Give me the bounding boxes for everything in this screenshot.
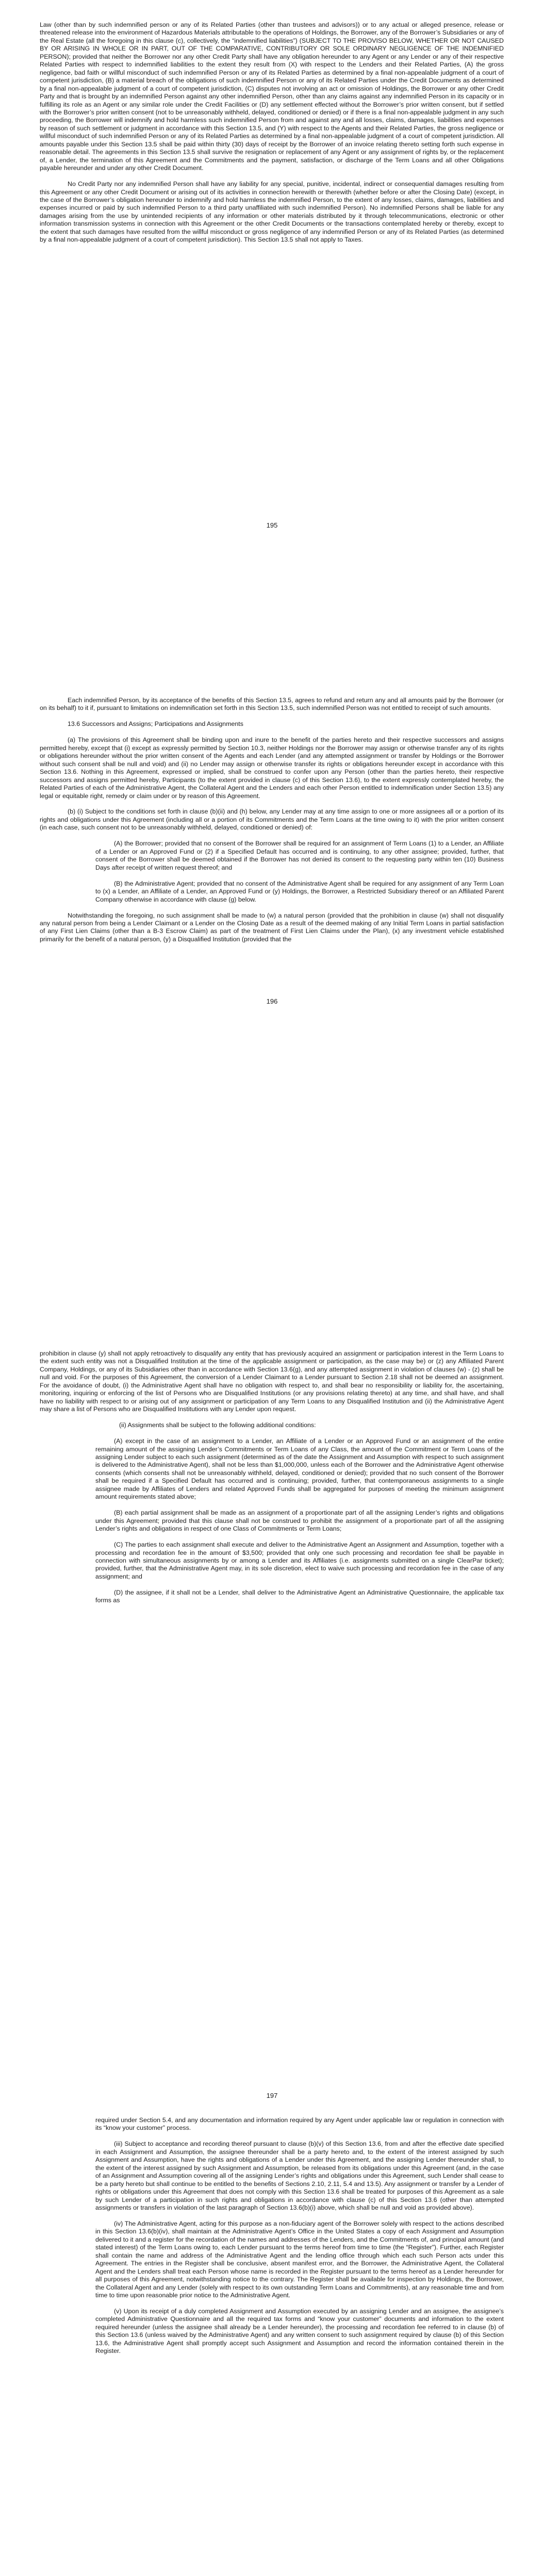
page-198-text — [40, 2116, 504, 2363]
paragraph: (D) the assignee, if it shall not be a Lender, shall deliver to the Administrative Agent an Administrative Questionnaire, the applicable tax forms as — [95, 1588, 504, 1604]
page-197-text — [40, 1350, 504, 1613]
paragraph: (v) Upon its receipt of a duly completed Assignment and Assumption executed by an assigning Lender and an assignee, the assignee’s completed Administrative Questionnaire and all the required tax forms and “know your customer” documents and information to the extent required hereunder (unless the assignee shall already be a Lender hereunder), the processing and recordation fee referred to in clause (b) of this Section 13.6 (unless waived by the Administrative Agent) and any written consent to such assignment required by clause (b) of this Section 13.6, the Administrative Agent shall promptly accept such Assignment and Assumption and record the information contained therein in the Register. — [95, 2308, 504, 2355]
paragraph: Notwithstanding the foregoing, no such assignment shall be made to (w) a natural person (provided that the prohibition in clause (w) shall not disqualify any natural person from being a Lender Claimant or a Lender on the Closing Date as a result of the deemed making of any Initial Term Loans in partial satisfaction of any First Lien Claims (other than a B-3 Escrow Claim) as part of the treatment of First Lien Claims under the Plan), (x) any investment vehicle established primarily for the benefit of a natural person, (y) a Disqualified Institution (provided that the — [40, 911, 504, 943]
paragraph: (b) (i) Subject to the conditions set forth in clause (b)(ii) and (h) below, any Lender may at any time assign to one or more assignees all or a portion of its rights and obligations under this Agreement (including all or a portion of its Commitments and the Term Loans at the time owing to it) with the prior written consent (in each case, such consent not to be unreasonably withheld, delayed, conditioned or denied) of: — [40, 808, 504, 832]
paragraph: Law (other than by such indemnified person or any of its Related Parties (other than trustees and advisors)) or to any actual or alleged presence, release or threatened release into the environment of Hazardous Materials attributable to the operations of Holdings, the Borrower, any of the Borrower’s Subsidiaries or any of the Real Estate (all the foregoing in this clause (c), collectively, the “indemnified liabilities”) (SUBJECT TO THE PROVISO BELOW, WHETHER OR NOT CAUSED BY OR ARISING IN WHOLE OR IN PART, OUT OF THE COMPARATIVE, CONTRIBUTORY OR SOLE ORDINARY NEGLIGENCE OF THE INDEMNIFIED PERSON); provided that neither the Borrower nor any other Credit Party shall have any obligation hereunder to any Agent or any Lender or any of their respective Related Parties with respect to indemnified liabilities to the extent they result from (X) with respect to the Lenders and their Related Parties, (A) the gross negligence, bad faith or willful misconduct of such indemnified Person or any of its Related Parties as determined by a final non-appealable judgment of a court of competent jurisdiction, (B) a material breach of the obligations of such indemnified Person or any of its Related Parties under the Credit Documents as determined by a final non-appealable judgment of a court of competent jurisdiction, (C) disputes not involving an act or omission of Holdings, the Borrower or any other Credit Party and that is brought by an indemnified Person against any other indemnified Person, other than any claims against any indemnified Person in its capacity or in fulfilling its role as an Agent or any similar role under the Credit Facilities or (D) any settlement effected without the Borrower’s prior written consent, but if settled with the Borrower’s prior written consent (not to be unreasonably withheld, delayed, conditioned or denied) or if there is a final non-appealable judgment in any such proceeding, the Borrower will indemnify and hold harmless such indemnified Person from and against any and all losses, claims, damages, liabilities and expenses by reason of such settlement or judgment in accordance with this Section 13.5, and (Y) with respect to the Agents and their Related Parties, the gross negligence or willful misconduct of such indemnified Person or any of its Related Parties as determined by a final non-appealable judgment of a court of competent jurisdiction. All amounts payable under this Section 13.5 shall be paid within thirty (30) days of receipt by the Borrower of an invoice relating thereto setting forth such expense in reasonable detail. The agreements in this Section 13.5 shall survive the resignation or replacement of any Agent or any assignment of rights by, or the replacement of, a Lender, the termination of this Agreement and the Commitments and the payment, satisfaction, or discharge of the Term Loans and all other Obligations payable hereunder and under any other Credit Document. — [40, 21, 504, 172]
page-195-text — [40, 21, 504, 252]
paragraph: (iv) The Administrative Agent, acting for this purpose as a non-fiduciary agent of the Borrower solely with respect to the actions described in this Section 13.6(b)(iv), shall maintain at the Administrative Agent’s Office in the United States a copy of each Assignment and Assumption delivered to it and a register for the recordation of the names and addresses of the Lenders, and the Commitments of, and principal amount (and stated interest) of the Term Loans owing to, each Lender pursuant to the terms hereof from time to time (the “Register”). Further, each Register shall contain the name and address of the Administrative Agent and the lending office through which each such Person acts under this Agreement. The entries in the Register shall be conclusive, absent manifest error, and the Borrower, the Administrative Agent, the Collateral Agent and the Lenders shall treat each Person whose name is recorded in the Register pursuant to the terms hereof as a Lender hereunder for all purposes of this Agreement, notwithstanding notice to the contrary. The Register shall be available for inspection by Holdings, the Borrower, the Collateral Agent and any Lender (solely with respect to its own outstanding Term Loans and Commitments), at any reasonable time and from time to time upon reasonable prior notice to the Administrative Agent. — [95, 2219, 504, 2299]
page-196-text — [40, 697, 504, 952]
paragraph: (A) the Borrower; provided that no consent of the Borrower shall be required for an assignment of Term Loans (1) to a Lender, an Affiliate of a Lender or an Approved Fund or (2) if a Specified Default has occurred and is continuing, to any other assignee; provided, further, that consent of the Borrower shall be deemed obtained if the Borrower has not denied its consent to the requesting party within ten (10) Business Days after receipt of written request thereof; and — [95, 840, 504, 871]
page-number: 195 — [266, 521, 278, 529]
page-number: 197 — [266, 2092, 278, 2099]
paragraph: prohibition in clause (y) shall not apply retroactively to disqualify any entity that has previously acquired an assignment or participation interest in the Term Loans to the extent such entity was not a Disqualified Institution at the time of the applicable assignment or participation, as the case may be) or (z) any Affiliated Parent Company, Holdings, or any of its Subsidiaries other than in accordance with Section 13.6(g), and any attempted assignment in violation of clauses (w) - (z) shall be null and void. For the purposes of this Agreement, the conversion of a Lender Claimant to a Lender pursuant to Section 2.18 shall not be deemed an assignment. For the avoidance of doubt, (i) the Administrative Agent shall have no obligation with respect to, and shall bear no responsibility or liability for, the ascertaining, monitoring, inquiring or enforcing of the list of Persons who are Disqualified Institutions (or any provisions relating thereto) at any time, and shall have, and shall have no liability with respect to or arising out of any assignment or participation of any Term Loans to any Disqualified Institution and (ii) the Administrative Agent may share a list of Persons who are Disqualified Institutions with any Lender upon request. — [40, 1350, 504, 1413]
paragraph: (C) The parties to each assignment shall execute and deliver to the Administrative Agent an Assignment and Assumption, together with a processing and recordation fee in the amount of $3,500; provided that only one such processing and recordation fee shall be payable in connection with simultaneous assignments by or among a Lender and its Affiliates (i.e. assignments submitted on a single ClearPar ticket); provided, further, that the Administrative Agent may, in its sole discretion, elect to waive such processing and recordation fee in the case of any assignment; and — [95, 1541, 504, 1580]
paragraph: (B) each partial assignment shall be made as an assignment of a proportionate part of all the assigning Lender’s rights and obligations under this Agreement; provided that this clause shall not be construed to prohibit the assignment of a proportionate part of all the assigning Lender’s rights and obligations in respect of one Class of Commitments or Term Loans; — [95, 1509, 504, 1533]
paragraph: Each indemnified Person, by its acceptance of the benefits of this Section 13.5, agrees to refund and return any and all amounts paid by the Borrower (or on its behalf) to it if, pursuant to limitations on indemnification set forth in this Section 13.5, such indemnified Person was not entitled to receipt of such amounts. — [40, 697, 504, 712]
paragraph: (a) The provisions of this Agreement shall be binding upon and inure to the benefit of the parties hereto and their respective successors and assigns permitted hereby, except that (i) except as expressly permitted by Section 10.3, neither Holdings nor the Borrower may assign or otherwise transfer any of its rights or obligations hereunder without the prior written consent of the Agents and each Lender (and any attempted assignment or transfer by Holdings or the Borrower without such consent shall be null and void) and (ii) no Lender may assign or otherwise transfer its rights or obligations hereunder except in accordance with this Section 13.6. Nothing in this Agreement, expressed or implied, shall be construed to confer upon any Person (other than the parties hereto, their respective successors and assigns permitted hereby, Participants (to the extent provided in clause (c) of this Section 13.6), to the extent expressly contemplated hereby, the Related Parties of each of the Administrative Agent, the Collateral Agent and the Lenders and each other Person entitled to indemnification under Section 13.5) any legal or equitable right, remedy or claim under or by reason of this Agreement. — [40, 736, 504, 800]
paragraph: required under Section 5.4, and any documentation and information required by any Agent under applicable law or regulation in connection with its “know your customer” process. — [95, 2116, 504, 2132]
section-heading: 13.6 Successors and Assigns; Participations and Assignments — [68, 720, 243, 728]
paragraph: (iii) Subject to acceptance and recording thereof pursuant to clause (b)(v) of this Section 13.6, from and after the effective date specified in each Assignment and Assumption, the assignee thereunder shall be a party hereto and, to the extent of the interest assigned by such Assignment and Assumption, have the rights and obligations of a Lender under this Agreement, and the assigning Lender thereunder shall, to the extent of the interest assigned by such Assignment and Assumption, be released from its obligations under this Agreement (and, in the case of an Assignment and Assumption covering all of the assigning Lender’s rights and obligations under this Agreement, such Lender shall cease to be a party hereto but shall continue to be entitled to the benefits of Sections 2.10, 2.11, 5.4 and 13.5). Any assignment or transfer by a Lender of rights or obligations under this Agreement that does not comply with this Section 13.6 shall be treated for purposes of this Agreement as a sale by such Lender of a participation in such rights and obligations in accordance with clause (c) of this Section 13.6 (other than attempted assignments or transfers in violation of the last paragraph of Section 13.6(b)(i) above, which shall be null and void as provided above). — [95, 2140, 504, 2212]
paragraph: (A) except in the case of an assignment to a Lender, an Affiliate of a Lender or an Approved Fund or an assignment of the entire remaining amount of the assigning Lender’s Commitments or Term Loans of any Class, the amount of the Commitment or Term Loans of the assigning Lender subject to each such assignment (determined as of the date the Assignment and Assumption with respect to such assignment is delivered to the Administrative Agent), shall not be less than $1,000,000, unless each of the Borrower and the Administrative Agent otherwise consents (which consents shall not be unreasonably withheld, delayed, conditioned or denied); provided that no such consent of the Borrower shall be required if a Specified Default has occurred and is continuing; provided, further, that contemporaneous assignments to a single assignee made by Affiliates of Lenders and related Approved Funds shall be aggregated for purposes of meeting the minimum assignment amount requirements stated above; — [95, 1437, 504, 1501]
paragraph: (ii) Assignments shall be subject to the following additional conditions: — [119, 1421, 316, 1429]
paragraph: No Credit Party nor any indemnified Person shall have any liability for any special, punitive, incidental, indirect or consequential damages resulting from this Agreement or any other Credit Document or arising out of its activities in connection herewith or therewith (whether before or after the Closing Date) (except, in the case of the Borrower’s obligation hereunder to indemnify and hold harmless the indemnified Person, to the extent of any losses, claims, damages, liabilities and expenses incurred or paid by such indemnified Person to a third party unaffiliated with such indemnified Person). No indemnified Persons shall be liable for any damages arising from the use by unintended recipients of any information or other materials distributed by it through telecommunications, electronic or other information transmission systems in connection with this Agreement or the other Credit Documents or the transactions contemplated hereby or thereby, except to the extent that such damages have resulted from the willful misconduct or gross negligence of any indemnified Person or any of its Related Parties (as determined by a final non-appealable judgment of a court of competent jurisdiction). This Section 13.5 shall not apply to Taxes. — [40, 180, 504, 244]
paragraph: (B) the Administrative Agent; provided that no consent of the Administrative Agent shall be required for any assignment of any Term Loan to (x) a Lender, an Affiliate of a Lender, an Approved Fund or (y) Holdings, the Borrower, a Restricted Subsidiary thereof or an Affiliated Parent Company otherwise in accordance with clause (g) below. — [95, 879, 504, 903]
page-number: 196 — [266, 997, 278, 1005]
